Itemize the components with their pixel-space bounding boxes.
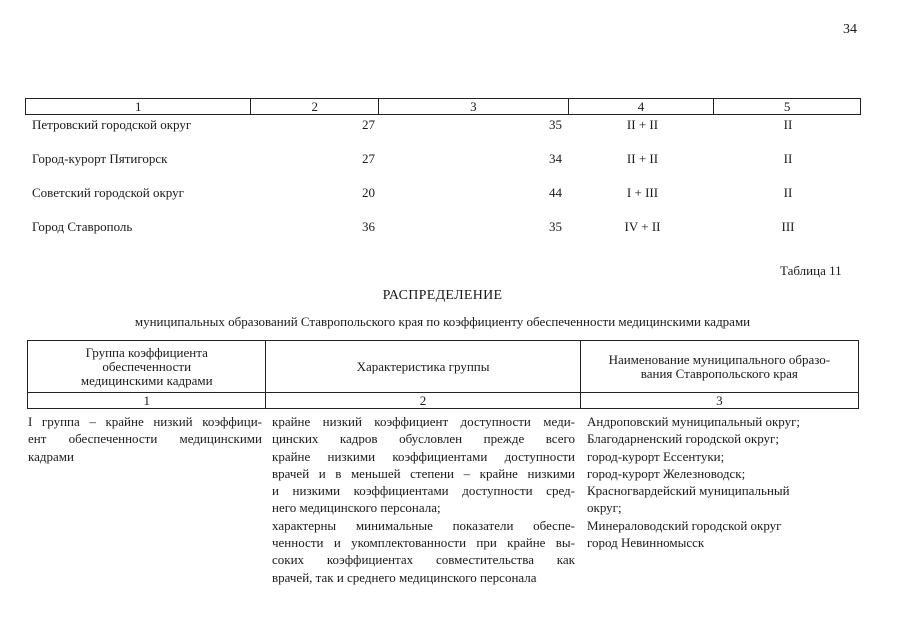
municipality-item: город-курорт Железноводск; — [587, 465, 746, 481]
column-number: 1 — [28, 393, 266, 408]
municipality-item: город Невинномысск — [587, 535, 705, 551]
text-line: крайне низкими коэффициентами доступности — [272, 448, 575, 464]
header-group-coefficient — [28, 341, 266, 392]
column-number: 2 — [266, 393, 580, 408]
district-name: Город-курорт Пятигорск — [32, 151, 168, 166]
table-row — [25, 151, 861, 169]
district-name: Петровский городской округ — [32, 117, 192, 132]
header-line: Группа коэффициента — [85, 344, 208, 360]
page-number: 34 — [843, 22, 857, 37]
text-line: врачей и в меньшей степени – крайне низкими — [272, 465, 575, 481]
text-line: врачей, так и среднего медицинского персонала — [272, 569, 537, 585]
municipality-item: округ; — [587, 500, 622, 516]
bottom-table-number-row — [27, 392, 859, 409]
top-header-col-4: 4 — [569, 99, 715, 114]
value-col-5: II — [783, 185, 793, 200]
text-line: цинских кадров обусловлен прежде всего — [272, 431, 575, 447]
bottom-table-header — [27, 340, 859, 393]
top-table-header — [25, 98, 861, 115]
municipality-item: Андроповский муниципальный округ; — [587, 414, 801, 429]
text-line: и низкими коэффициентами доступности сред- — [272, 483, 575, 499]
value-col-4: IV + II — [624, 219, 661, 234]
text-line: I группа – крайне низкий коэффици- — [28, 414, 262, 429]
text-line: ченности и укомплектованности при крайне вы- — [272, 535, 575, 551]
text-line: ент обеспеченности медицинскими — [28, 431, 262, 447]
table-row — [25, 117, 861, 135]
header-line: медицинскими кадрами — [80, 372, 213, 388]
value-col-2: 27 — [362, 151, 375, 166]
value-col-2: 36 — [362, 219, 375, 234]
value-col-3: 35 — [549, 219, 562, 234]
document-title: РАСПРЕДЕЛЕНИЕ — [382, 288, 503, 303]
municipality-item: Минераловодский городской округ — [587, 517, 782, 533]
top-header-col-5: 5 — [783, 99, 791, 114]
table-row — [25, 185, 861, 203]
header-group-characteristic: Характеристика группы — [266, 341, 580, 392]
text-line: него медицинского персонала; — [272, 500, 441, 516]
municipality-item: город-курорт Ессентуки; — [587, 448, 725, 464]
value-col-3: 35 — [549, 117, 562, 132]
column-number: 3 — [716, 393, 723, 408]
district-name: Город Ставрополь — [32, 219, 133, 234]
document-subtitle: муниципальных образований Ставропольского края по коэффициенту обеспеченности медицинскими кадрами — [134, 314, 751, 329]
table-label: Таблица 11 — [780, 263, 842, 278]
municipality-item: Красногвардейский муниципальный — [587, 483, 790, 499]
value-col-2: 20 — [362, 185, 375, 200]
text-line: крайне низкий коэффициент доступности меди- — [272, 414, 575, 429]
text-line: соких коэффициентах совместительства как — [272, 552, 575, 568]
value-col-4: II + II — [626, 151, 659, 166]
value-col-5: II — [783, 151, 793, 166]
header-line: Наименование муниципального образо- — [608, 351, 831, 367]
value-col-4: II + II — [626, 117, 659, 132]
text-line: кадрами — [28, 448, 74, 464]
text-line: характерны минимальные показатели обеспе- — [272, 517, 575, 533]
municipalities-cell — [587, 413, 857, 551]
group-cell — [28, 413, 262, 465]
value-col-3: 44 — [549, 185, 562, 200]
header-line: обеспеченности — [102, 358, 192, 374]
value-col-5: II — [783, 117, 793, 132]
value-col-3: 34 — [549, 151, 562, 166]
value-col-4: I + III — [626, 185, 659, 200]
top-header-col-1: 1 — [26, 99, 251, 114]
district-name: Советский городской округ — [32, 185, 184, 200]
header-municipality-name — [581, 341, 858, 392]
top-header-col-3: 3 — [379, 99, 569, 114]
header-line: вания Ставропольского края — [640, 365, 798, 381]
value-col-5: III — [781, 219, 795, 234]
table-row — [25, 219, 861, 237]
characteristic-cell — [272, 413, 575, 586]
top-header-col-2: 2 — [251, 99, 379, 114]
value-col-2: 27 — [362, 117, 375, 132]
municipality-item: Благодарненский городской округ; — [587, 431, 779, 447]
